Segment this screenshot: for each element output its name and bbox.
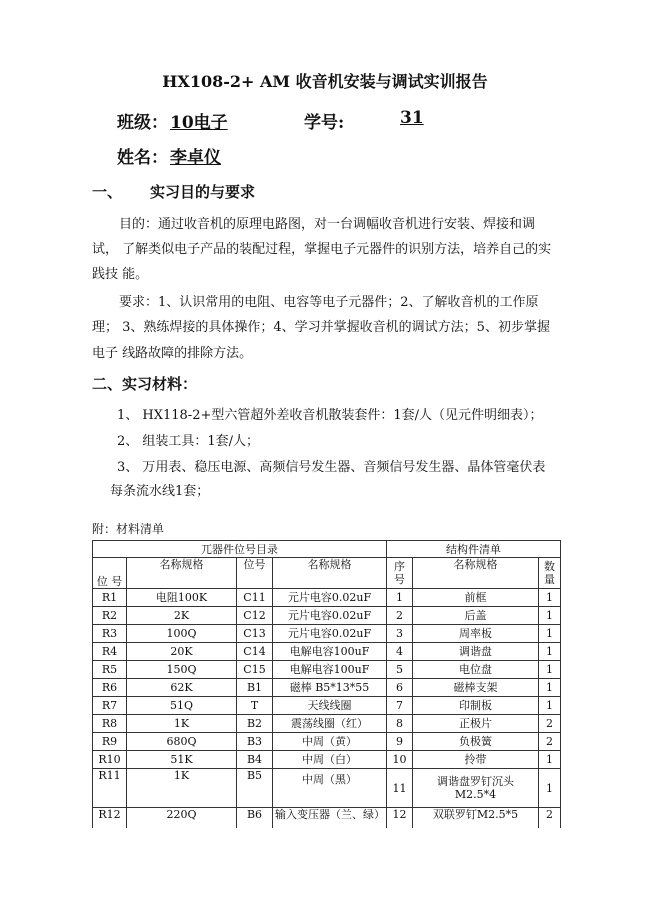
purpose-line-3: 践技 能。 <box>92 267 149 282</box>
cell-position-2: C14 <box>237 643 273 661</box>
table-column-header-row <box>93 558 561 589</box>
cell-position-2: C15 <box>237 661 273 679</box>
table-row <box>93 589 561 607</box>
name-value: 李卓仪 <box>170 148 221 168</box>
cell-position-2: B2 <box>237 715 273 733</box>
cell-position-2: C12 <box>237 607 273 625</box>
cell-position-2: B1 <box>237 679 273 697</box>
cell-qty: 1 <box>539 643 561 661</box>
requirement-line-3: 电子 线路故障的排除方法。 <box>92 346 253 361</box>
cell-name-2: 元片电容0.02uF <box>273 625 387 643</box>
cell-name-3: 磁棒支架 <box>413 679 539 697</box>
material-item-2: 2、 组装工具：1套/人； <box>117 434 260 449</box>
cell-qty: 1 <box>539 697 561 715</box>
cell-name: 51K <box>127 751 237 769</box>
cell-seq: 11 <box>387 769 413 808</box>
cell-name-2: 中周（白） <box>273 751 387 769</box>
col-seq: 序号 <box>387 558 413 589</box>
table-row <box>93 808 561 829</box>
cell-position-2: T <box>237 697 273 715</box>
report-title: HX108-2+ AM 收音机安装与调试实训报告 <box>162 72 488 91</box>
materials-table <box>92 540 561 828</box>
group-components-header: 兀器件位号目录 <box>93 541 387 558</box>
cell-name: 1K <box>127 769 237 808</box>
cell-position-2: B4 <box>237 751 273 769</box>
cell-name: 51Q <box>127 697 237 715</box>
cell-qty: 1 <box>539 607 561 625</box>
cell-name-2: 天线线圈 <box>273 697 387 715</box>
cell-position: R12 <box>93 808 127 829</box>
cell-name: 100Q <box>127 625 237 643</box>
cell-position: R1 <box>93 589 127 607</box>
student-id-label: 学号: <box>304 113 345 133</box>
col-position-2: 位号 <box>237 558 273 589</box>
cell-qty: 1 <box>539 751 561 769</box>
cell-qty: 2 <box>539 808 561 829</box>
cell-seq: 9 <box>387 733 413 751</box>
cell-position: R8 <box>93 715 127 733</box>
cell-name-2: 震荡线圈（红） <box>273 715 387 733</box>
cell-seq: 2 <box>387 607 413 625</box>
cell-qty: 2 <box>539 715 561 733</box>
cell-name-3: 拎带 <box>413 751 539 769</box>
cell-name-3: 负极簧 <box>413 733 539 751</box>
table-caption: 附：材料清单 <box>92 522 165 536</box>
table-group-header-row <box>93 541 561 558</box>
cell-qty: 1 <box>539 679 561 697</box>
section1-number: 一、 <box>92 183 123 201</box>
cell-position: R6 <box>93 679 127 697</box>
cell-name: 电阻100K <box>127 589 237 607</box>
table-row <box>93 715 561 733</box>
material-item-3: 3、 万用表、稳压电源、高频信号发生器、音频信号发生器、晶体管毫伏表 <box>117 460 546 475</box>
section1-heading: 实习目的与要求 <box>150 183 256 201</box>
cell-name-3-line2: M2.5*4 <box>454 788 497 801</box>
cell-name-2: 元片电容0.02uF <box>273 607 387 625</box>
table-row <box>93 679 561 697</box>
material-item-3-cont: 每条流水线1套； <box>110 484 210 499</box>
cell-qty: 1 <box>539 661 561 679</box>
section2-heading: 二、实习材料： <box>92 375 198 393</box>
cell-name-3-line1: 调谐盘罗钉沉头 <box>437 775 514 788</box>
cell-name-2: 电解电容100uF <box>273 643 387 661</box>
cell-seq: 1 <box>387 589 413 607</box>
cell-seq: 3 <box>387 625 413 643</box>
cell-name: 1K <box>127 715 237 733</box>
cell-name-3: 前框 <box>413 589 539 607</box>
cell-seq: 8 <box>387 715 413 733</box>
cell-qty: 1 <box>539 589 561 607</box>
cell-name-2: 磁棒 B5*13*55 <box>273 679 387 697</box>
cell-position-2: B3 <box>237 733 273 751</box>
cell-name-2: 中周（黄） <box>273 733 387 751</box>
cell-name-2: 电解电容100uF <box>273 661 387 679</box>
cell-position: R2 <box>93 607 127 625</box>
group-structural-header: 结构件清单 <box>387 541 561 558</box>
purpose-line-1: 目的：通过收音机的原理电路图，对一台调幅收音机进行安装、焊接和调 <box>119 217 536 232</box>
cell-name-3: 印制板 <box>413 697 539 715</box>
cell-name-2: 输入变压器（兰、绿） <box>273 808 387 829</box>
cell-name: 2K <box>127 607 237 625</box>
cell-name-3: 周率板 <box>413 625 539 643</box>
cell-position: R9 <box>93 733 127 751</box>
cell-name-2: 中周（黑） <box>273 769 387 808</box>
cell-name-3: 电位盘 <box>413 661 539 679</box>
table-row <box>93 643 561 661</box>
cell-position: R11 <box>93 769 127 808</box>
col-name-spec-2: 名称规格 <box>273 558 387 589</box>
cell-name-3: 双联罗钉M2.5*5 <box>413 808 539 829</box>
cell-position: R4 <box>93 643 127 661</box>
cell-seq: 7 <box>387 697 413 715</box>
col-name-spec-3: 名称规格 <box>413 558 539 589</box>
cell-name-3: 调谐盘 <box>413 643 539 661</box>
cell-name: 680Q <box>127 733 237 751</box>
class-value: 10电子 <box>170 113 228 133</box>
col-qty: 数量 <box>539 558 561 589</box>
cell-seq: 12 <box>387 808 413 829</box>
material-item-1: 1、 HX118-2+型六管超外差收音机散装套件：1套/人（见元件明细表）； <box>117 408 543 423</box>
requirement-line-1: 要求：1、认识常用的电阻、电容等电子元器件；2、了解收音机的工作原 <box>119 295 539 310</box>
cell-name-3: 正极片 <box>413 715 539 733</box>
table-row <box>93 697 561 715</box>
table-row <box>93 733 561 751</box>
cell-position: R5 <box>93 661 127 679</box>
cell-position: R7 <box>93 697 127 715</box>
name-label: 姓名： <box>117 148 168 168</box>
cell-qty: 1 <box>539 625 561 643</box>
cell-position-2: C11 <box>237 589 273 607</box>
cell-position-2: C13 <box>237 625 273 643</box>
cell-position: R3 <box>93 625 127 643</box>
table-row <box>93 625 561 643</box>
cell-seq: 4 <box>387 643 413 661</box>
cell-name-2: 元片电容0.02uF <box>273 589 387 607</box>
cell-name: 62K <box>127 679 237 697</box>
table-row <box>93 769 561 808</box>
cell-position-2: B6 <box>237 808 273 829</box>
table-row <box>93 661 561 679</box>
cell-qty: 2 <box>539 733 561 751</box>
cell-name: 20K <box>127 643 237 661</box>
student-id-value: 31 <box>400 108 424 128</box>
col-position: 位 号 <box>93 558 127 589</box>
table-row <box>93 607 561 625</box>
cell-name-3: 后盖 <box>413 607 539 625</box>
cell-seq: 6 <box>387 679 413 697</box>
cell-name-3 <box>413 769 539 808</box>
purpose-line-2: 试， 了解类似电子产品的装配过程，掌握电子元器件的识别方法，培养自己的实 <box>92 242 552 257</box>
cell-qty: 1 <box>539 769 561 808</box>
cell-name: 220Q <box>127 808 237 829</box>
cell-seq: 10 <box>387 751 413 769</box>
requirement-line-2: 理； 3、熟练焊接的具体操作；4、学习并掌握收音机的调试方法；5、初步掌握 <box>92 320 550 335</box>
class-label: 班级： <box>117 113 168 133</box>
table-row <box>93 751 561 769</box>
col-name-spec: 名称规格 <box>127 558 237 589</box>
cell-seq: 5 <box>387 661 413 679</box>
cell-position-2: B5 <box>237 769 273 808</box>
cell-position: R10 <box>93 751 127 769</box>
cell-name: 150Q <box>127 661 237 679</box>
